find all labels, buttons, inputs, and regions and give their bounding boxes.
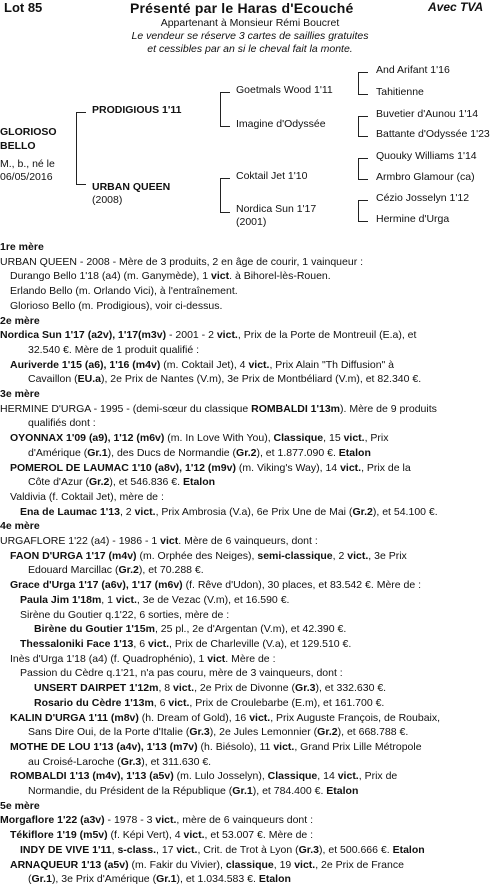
produce-line-cont: Normandie, du Président de la République (Gr.1), et 784.400 €. Etalon — [28, 785, 359, 798]
dam-sire-dam: Armbro Glamour (ca) — [376, 171, 475, 183]
section-5e-mere: 5e mère — [0, 799, 40, 812]
sire-name: PRODIGIOUS 1'11 — [92, 104, 182, 116]
produce-line: OYONNAX 1'09 (a9), 1'12 (m6v) (m. In Love With You), Classique, 15 vict., Prix — [10, 432, 389, 445]
bracket-line — [358, 158, 368, 159]
bracket-line — [220, 212, 230, 213]
dam-description: URGAFLORE 1'22 (a4) - 1986 - 1 vict. Mère de 6 vainqueurs, dont : — [0, 535, 318, 548]
bracket-line — [220, 178, 221, 212]
bracket-line — [358, 116, 368, 117]
produce-line: Valdivia (f. Coktail Jet), mère de : — [10, 490, 164, 503]
bracket-line — [358, 200, 359, 221]
produce-line: FAON D'URGA 1'17 (m4v) (m. Orphée des Neiges), semi-classique, 2 vict., 3e Prix — [10, 549, 407, 562]
catalogue-header — [0, 0, 500, 62]
sire-dam-dam: Battante d'Odyssée 1'23 — [376, 128, 490, 140]
section-2e-mere: 2e mère — [0, 314, 40, 327]
produce-line: ARNAQUEUR 1'13 (a5v) (m. Fakir du Vivier), classique, 19 vict., 2e Prix de France — [10, 858, 404, 871]
produce-line: INDY DE VIVE 1'11, s-class., 17 vict., Crit. de Trot à Lyon (Gr.3), et 500.666 €. Etalon — [20, 843, 425, 856]
dam-description: Morgaflore 1'22 (a3v) - 1978 - 3 vict., mère de 6 vainqueurs dont : — [0, 814, 314, 827]
bracket-line — [220, 92, 230, 93]
vat-note: Avec TVA — [428, 0, 484, 14]
dam-dam: Nordica Sun 1'17 — [236, 203, 317, 215]
bracket-line — [220, 126, 230, 127]
produce-line: Erlando Bello (m. Orlando Vici), à l'entraînement. — [10, 285, 238, 298]
bracket-line — [76, 112, 86, 113]
produce-line-cont: Cavaillon (EU.a), 2e Prix de Nantes (V.m), 3e Prix de Montbéliard (V.m), et 82.340 €. — [28, 373, 422, 386]
produce-line: MOTHE DE LOU 1'13 (a4v), 1'13 (m7v) (h. Biésolo), 11 vict., Grand Prix Lille Métropole — [10, 740, 422, 753]
bracket-line — [358, 158, 359, 179]
dam-dam-dam: Hermine d'Urga — [376, 213, 450, 225]
horse-birthdate: 06/05/2016 — [0, 171, 53, 183]
owner-line: Appartenant à Monsieur Rémi Boucret — [160, 17, 340, 29]
sire-dam: Imagine d'Odyssée — [236, 118, 326, 130]
bracket-line — [358, 94, 368, 95]
sire-sire: Goetmals Wood 1'11 — [236, 84, 333, 96]
produce-record — [0, 240, 500, 887]
bracket-line — [358, 72, 368, 73]
bracket-line — [76, 112, 77, 184]
produce-line: Inès d'Urga 1'18 (a4) (f. Quadrophénio), 1 vict. Mère de : — [10, 652, 276, 665]
dam-description: URBAN QUEEN - 2008 - Mère de 3 produits, 2 en âge de courir, 1 vainqueur : — [0, 255, 364, 268]
produce-line: Durango Bello 1'18 (a4) (m. Ganymède), 1 vict. à Bihorel-lès-Rouen. — [10, 270, 331, 283]
bracket-line — [220, 92, 221, 126]
produce-line: Grace d'Urga 1'17 (a6v), 1'17 (m6v) (f. Rêve d'Udon), 30 places, et 83.542 €. Mère de : — [10, 579, 422, 592]
produce-line: POMEROL DE LAUMAC 1'10 (a8v), 1'12 (m9v) (m. Viking's Way), 14 vict., Prix de la — [10, 461, 411, 474]
sire-sire-dam: Tahitienne — [376, 86, 424, 98]
section-4e-mere: 4e mère — [0, 520, 40, 533]
section-3e-mere: 3e mère — [0, 388, 40, 401]
bracket-line — [358, 116, 359, 136]
produce-line: Ena de Laumac 1'13, 2 vict., Prix Ambrosia (V.a), 6e Prix Une de Mai (Gr.2), et 54.100 €. — [20, 505, 438, 518]
dam-description: HERMINE D'URGA - 1995 - (demi-sœur du classique ROMBALDI 1'13m). Mère de 9 produits — [0, 402, 437, 415]
dam-description-cont: qualifiés dont : — [28, 417, 96, 430]
dam-description-cont: 32.540 €. Mère de 1 produit qualifié : — [28, 343, 200, 356]
section-1re-mere: 1re mère — [0, 241, 44, 253]
horse-name: GLORIOSO — [0, 126, 57, 138]
produce-line: Tékiflore 1'19 (m5v) (f. Képi Vert), 4 vict., et 53.007 €. Mère de : — [10, 829, 314, 842]
produce-line-cont: Edouard Marcillac (Gr.2), et 70.288 €. — [28, 564, 204, 577]
transfer-line: et cessibles par an si le cheval fait la monte. — [147, 43, 353, 55]
dam-sire: Coktail Jet 1'10 — [236, 170, 308, 182]
produce-line: Glorioso Bello (m. Prodigious), voir ci-dessus. — [10, 299, 223, 312]
pedigree-tree — [0, 60, 500, 260]
produce-line: Auriverde 1'15 (a6), 1'16 (m4v) (m. Coktail Jet), 4 vict., Prix Alain "Th Diffusion" à — [10, 358, 395, 371]
horse-name-2: BELLO — [0, 140, 36, 152]
dam-sire-sire: Quouky Williams 1'14 — [376, 150, 477, 162]
bracket-line — [358, 200, 368, 201]
produce-line: ROMBALDI 1'13 (m4v), 1'13 (a5v) (m. Lulo Josselyn), Classique, 14 vict., Prix de — [10, 770, 398, 783]
bracket-line — [76, 184, 86, 185]
produce-line: Birène du Goutier 1'15m, 25 pl., 2e d'Argentan (V.m), et 42.390 €. — [34, 623, 347, 636]
produce-line: Paula Jim 1'18m, 1 vict., 3e de Vezac (V.m), et 16.590 €. — [20, 593, 290, 606]
produce-line-cont: au Croisé-Laroche (Gr.3), et 311.630 €. — [28, 755, 212, 768]
produce-line: UNSERT DAIRPET 1'12m, 8 vict., 2e Prix de Divonne (Gr.3), et 332.630 €. — [34, 682, 387, 695]
sire-sire-sire: And Arifant 1'16 — [376, 64, 450, 76]
bracket-line — [358, 179, 368, 180]
produce-line: Rosario du Cèdre 1'13m, 6 vict., Prix de Croulebarbe (E.m), et 161.700 €. — [34, 696, 385, 709]
produce-line: KALIN D'URGA 1'11 (m8v) (h. Dream of Gold), 16 vict., Prix Auguste François, de Roubaix, — [10, 711, 441, 724]
produce-line: Thessaloniki Face 1'13, 6 vict., Prix de Charleville (V.a), et 129.510 €. — [20, 637, 352, 650]
bracket-line — [220, 178, 230, 179]
produce-line-cont: (Gr.1), 3e Prix d'Amérique (Gr.1), et 1.034.583 €. Etalon — [28, 873, 291, 886]
horse-info: M., b., né le — [0, 158, 55, 170]
bracket-line — [358, 221, 368, 222]
produce-line: Passion du Cèdre q.1'21, n'a pas couru, mère de 3 vainqueurs, dont : — [20, 667, 343, 680]
produce-line-cont: Côte d'Azur (Gr.2), et 546.836 €. Etalon — [28, 476, 216, 489]
reserve-line: Le vendeur se réserve 3 cartes de saillies gratuites — [131, 30, 369, 42]
bracket-line — [358, 72, 359, 94]
produce-line-cont: Sans Dire Oui, de la Porte d'Italie (Gr.3), 2e Jules Lemonnier (Gr.2), et 668.788 €. — [28, 726, 409, 739]
dam-year: (2008) — [92, 194, 123, 206]
produce-line: Sirène du Goutier q.1'22, 6 sorties, mère de : — [20, 608, 230, 621]
bracket-line — [358, 136, 368, 137]
dam-name: URBAN QUEEN — [92, 181, 171, 193]
dam-dam-year: (2001) — [236, 216, 267, 228]
dam-description: Nordica Sun 1'17 (a2v), 1'17(m3v) - 2001 - 2 vict., Prix de la Porte de Montreuil (E.a), et — [0, 329, 417, 342]
lot-number: Lot 85 — [4, 0, 43, 15]
consignor-title: Présenté par le Haras d'Ecouché — [130, 0, 354, 16]
dam-dam-sire: Cézio Josselyn 1'12 — [376, 192, 470, 204]
sire-dam-sire: Buvetier d'Aunou 1'14 — [376, 108, 479, 120]
produce-line-cont: d'Amérique (Gr.1), des Ducs de Normandie (Gr.2), et 1.877.090 €. Etalon — [28, 446, 371, 459]
